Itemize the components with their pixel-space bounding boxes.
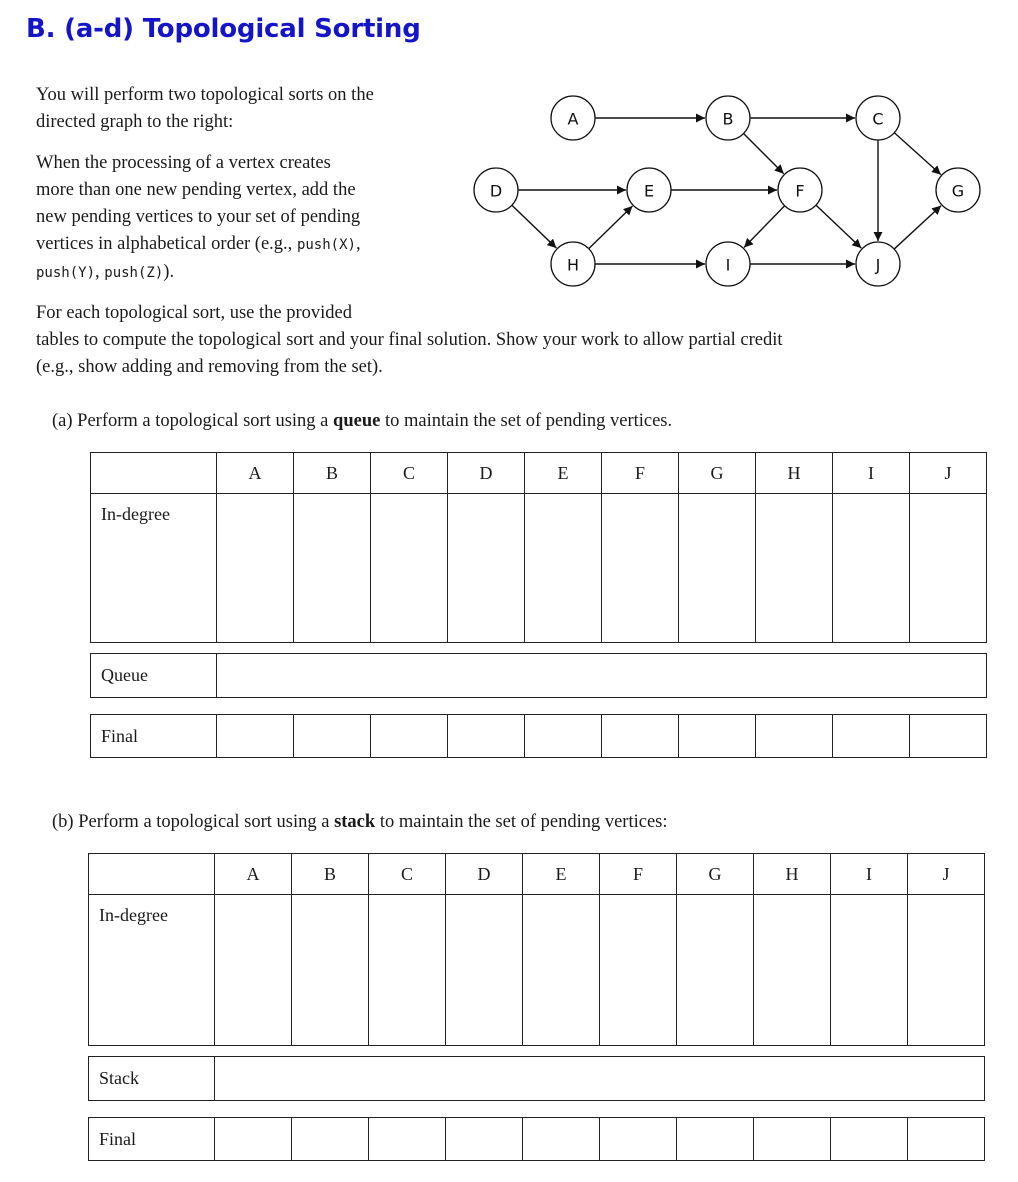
final-label: Final xyxy=(91,715,217,758)
indegree-cell-a[interactable] xyxy=(215,895,292,1046)
edge-j-g xyxy=(894,206,941,249)
column-header-j: J xyxy=(908,854,985,895)
intro-line xyxy=(36,259,361,287)
intro-line: tables to compute the topological sort and your final solution. Show your work to allow partial credit xyxy=(36,330,783,350)
stack-label: Stack xyxy=(89,1057,215,1101)
graph-node-g xyxy=(936,168,980,212)
intro-text: ). xyxy=(163,262,175,282)
part-a-prompt xyxy=(52,411,672,432)
indegree-row-label: In-degree xyxy=(91,494,217,643)
graph-node-e xyxy=(627,168,671,212)
final-slot-2[interactable] xyxy=(292,1118,369,1161)
part-b-final-table xyxy=(88,1117,985,1161)
final-slot-4[interactable] xyxy=(446,1118,523,1161)
edge-c-g xyxy=(894,133,941,175)
node-label: H xyxy=(566,255,580,275)
indegree-cell-b[interactable] xyxy=(292,895,369,1046)
indegree-cell-h[interactable] xyxy=(756,494,833,643)
indegree-cell-i[interactable] xyxy=(833,494,910,643)
intro-text: , xyxy=(355,234,361,254)
prompt-text: to maintain the set of pending vertices. xyxy=(380,411,673,431)
node-label: D xyxy=(489,181,503,201)
intro-line: more than one new pending vertex, add the xyxy=(36,180,356,200)
column-header-f: F xyxy=(602,453,679,494)
final-slot-7[interactable] xyxy=(679,715,756,758)
final-slot-6[interactable] xyxy=(602,715,679,758)
final-slot-3[interactable] xyxy=(369,1118,446,1161)
final-slot-9[interactable] xyxy=(831,1118,908,1161)
indegree-cell-j[interactable] xyxy=(908,895,985,1046)
indegree-row-label: In-degree xyxy=(89,895,215,1046)
final-slot-1[interactable] xyxy=(215,1118,292,1161)
indegree-cell-i[interactable] xyxy=(831,895,908,1046)
header-corner-cell xyxy=(89,854,215,895)
final-label: Final xyxy=(89,1118,215,1161)
final-slot-5[interactable] xyxy=(525,715,602,758)
node-label: G xyxy=(951,181,965,201)
indegree-cell-d[interactable] xyxy=(448,494,525,643)
column-header-h: H xyxy=(754,854,831,895)
header-corner-cell xyxy=(91,453,217,494)
indegree-cell-e[interactable] xyxy=(525,494,602,643)
column-header-a: A xyxy=(217,453,294,494)
final-slot-2[interactable] xyxy=(294,715,371,758)
part-a-indegree-table xyxy=(90,452,987,643)
indegree-cell-j[interactable] xyxy=(910,494,987,643)
indegree-cell-h[interactable] xyxy=(754,895,831,1046)
graph-node-b xyxy=(706,96,750,140)
node-label: B xyxy=(722,109,734,129)
final-slot-9[interactable] xyxy=(833,715,910,758)
indegree-cell-g[interactable] xyxy=(677,895,754,1046)
part-a-final-table xyxy=(90,714,987,758)
prompt-text: to maintain the set of pending vertices: xyxy=(375,812,668,832)
column-header-i: I xyxy=(831,854,908,895)
graph-node-i xyxy=(706,242,750,286)
final-slot-10[interactable] xyxy=(908,1118,985,1161)
edge-d-h xyxy=(512,205,557,248)
queue-label: Queue xyxy=(91,654,217,698)
indegree-cell-e[interactable] xyxy=(523,895,600,1046)
column-header-i: I xyxy=(833,453,910,494)
intro-line: (e.g., show adding and removing from the set). xyxy=(36,357,383,377)
final-slot-4[interactable] xyxy=(448,715,525,758)
indegree-cell-f[interactable] xyxy=(600,895,677,1046)
indegree-cell-g[interactable] xyxy=(679,494,756,643)
intro-text: , xyxy=(95,262,105,282)
final-slot-1[interactable] xyxy=(217,715,294,758)
edge-b-f xyxy=(744,134,784,174)
column-header-e: E xyxy=(523,854,600,895)
node-label: J xyxy=(875,255,881,275)
prompt-text: (b) Perform a topological sort using a xyxy=(52,812,335,832)
final-slot-8[interactable] xyxy=(754,1118,831,1161)
column-header-e: E xyxy=(525,453,602,494)
graph-node-d xyxy=(474,168,518,212)
column-header-g: G xyxy=(677,854,754,895)
indegree-cell-b[interactable] xyxy=(294,494,371,643)
intro-line: You will perform two topological sorts on the xyxy=(36,85,374,105)
code-push-y: push(Y) xyxy=(36,265,96,281)
part-b-stack-table xyxy=(88,1056,985,1101)
final-slot-10[interactable] xyxy=(910,715,987,758)
graph-node-f xyxy=(778,168,822,212)
prompt-text: (a) Perform a topological sort using a xyxy=(52,411,334,431)
indegree-cell-c[interactable] xyxy=(371,494,448,643)
node-label: I xyxy=(725,255,731,275)
column-header-b: B xyxy=(292,854,369,895)
column-header-c: C xyxy=(369,854,446,895)
indegree-cell-a[interactable] xyxy=(217,494,294,643)
queue-work-area[interactable] xyxy=(217,654,987,698)
graph-node-c xyxy=(856,96,900,140)
intro-line: new pending vertices to your set of pending xyxy=(36,207,361,227)
final-slot-5[interactable] xyxy=(523,1118,600,1161)
intro-line xyxy=(36,231,361,259)
graph-nodes xyxy=(474,96,980,286)
column-header-f: F xyxy=(600,854,677,895)
column-header-g: G xyxy=(679,453,756,494)
node-label: F xyxy=(795,181,805,201)
final-slot-3[interactable] xyxy=(371,715,448,758)
intro-paragraph-3 xyxy=(36,300,783,381)
column-header-c: C xyxy=(371,453,448,494)
code-push-x: push(X) xyxy=(296,237,356,253)
intro-line: For each topological sort, use the provided xyxy=(36,303,352,323)
part-b-indegree-table xyxy=(88,853,985,1046)
indegree-cell-f[interactable] xyxy=(602,494,679,643)
column-header-a: A xyxy=(215,854,292,895)
prompt-emphasis: stack xyxy=(334,812,376,832)
edge-h-e xyxy=(589,206,633,249)
section-title: B. (a-d) Topological Sorting xyxy=(26,14,421,44)
code-push-z: push(Z) xyxy=(104,265,164,281)
indegree-cell-c[interactable] xyxy=(369,895,446,1046)
edge-f-i xyxy=(744,206,785,248)
intro-line: directed graph to the right: xyxy=(36,112,234,132)
column-header-h: H xyxy=(756,453,833,494)
part-b-prompt xyxy=(52,812,668,833)
intro-line: When the processing of a vertex creates xyxy=(36,153,331,173)
directed-graph xyxy=(440,84,1000,296)
intro-paragraph-1 xyxy=(36,82,374,136)
graph-node-h xyxy=(551,242,595,286)
prompt-emphasis: queue xyxy=(333,411,381,431)
indegree-cell-d[interactable] xyxy=(446,895,523,1046)
intro-paragraph-2 xyxy=(36,150,361,287)
edge-f-j xyxy=(816,205,861,248)
node-label: E xyxy=(643,181,655,201)
graph-node-j xyxy=(856,242,900,286)
part-a-queue-table xyxy=(90,653,987,698)
stack-work-area[interactable] xyxy=(215,1057,985,1101)
final-slot-8[interactable] xyxy=(756,715,833,758)
node-label: A xyxy=(567,109,579,129)
column-header-b: B xyxy=(294,453,371,494)
graph-node-a xyxy=(551,96,595,140)
column-header-d: D xyxy=(448,453,525,494)
column-header-j: J xyxy=(910,453,987,494)
node-label: C xyxy=(872,109,884,129)
final-slot-6[interactable] xyxy=(600,1118,677,1161)
intro-text: vertices in alphabetical order (e.g., xyxy=(36,234,297,254)
column-header-d: D xyxy=(446,854,523,895)
final-slot-7[interactable] xyxy=(677,1118,754,1161)
